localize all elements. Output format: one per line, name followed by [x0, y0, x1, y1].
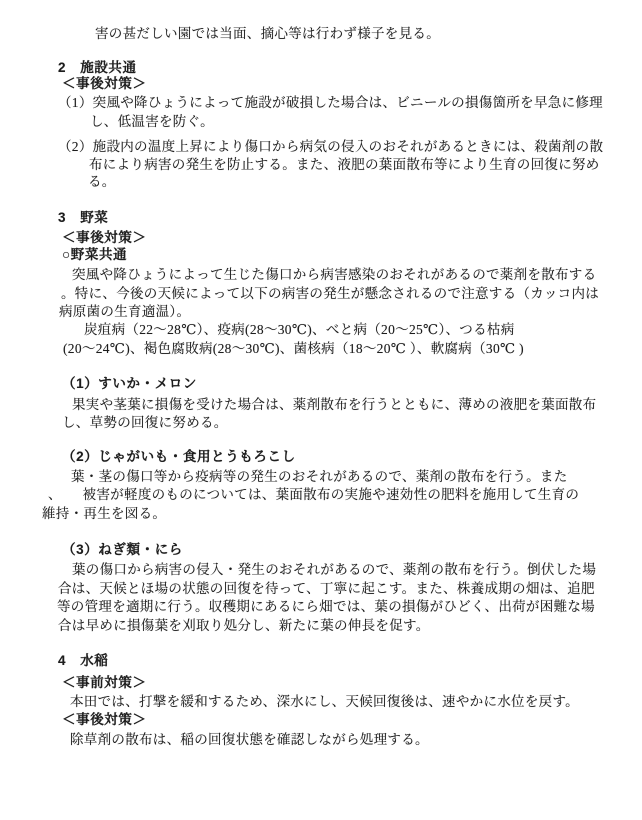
section2-item2-line1: （2）施設内の温度上昇により傷口から病気の侵入のおそれがあるときには、殺菌剤の散	[58, 139, 604, 154]
section4-post-line: 除草剤の散布は、稲の回復状態を確認しながら処理する。	[70, 732, 429, 747]
section2-subheading: ＜事後対策＞	[62, 76, 147, 91]
crop2-line3: 維持・再生を図る。	[42, 506, 167, 521]
section3-heading: 3 野菜	[58, 210, 109, 225]
section4-post-subheading: ＜事後対策＞	[62, 712, 147, 727]
crop2-line2: 、 被害が軽度のものについては、葉面散布の実施や速効性の肥料を施用して生育の	[48, 487, 580, 502]
crop3-line2: 合は、天候とほ場の状態の回復を待って、丁寧に起こす。また、株養成期の畑は、追肥	[58, 581, 595, 596]
disease-temp-line1: 炭疽病（22～28℃）、疫病(28～30℃)、べと病（20～25℃）、つる枯病	[84, 322, 515, 337]
section3-subheading: ＜事後対策＞	[62, 230, 147, 245]
section2-heading: 2 施設共通	[58, 60, 137, 75]
section2-item2-line2: 布により病害の発生を防止する。また、液肥の葉面散布等により生育の回復に努め	[89, 157, 600, 172]
section4-pre-line: 本田では、打撃を緩和するため、深水にし、天候回復後は、速やかに水位を戻す。	[70, 694, 579, 709]
section4-pre-subheading: ＜事前対策＞	[62, 675, 147, 690]
section2-item1-line1: （1）突風や降ひょうによって施設が破損した場合は、ビニールの損傷箇所を早急に修理	[58, 95, 603, 110]
section3-intro-line2: 。特に、今後の天候によって以下の病害の発生が懸念されるので注意する（カッコ内は	[61, 286, 600, 301]
crop2-line1: 葉・茎の傷口等から疫病等の発生のおそれがあるので、薬剤の散布を行う。また	[71, 469, 568, 484]
section4-heading: 4 水稲	[58, 653, 109, 668]
section3-intro-line3: 病原菌の生育適温）。	[59, 304, 191, 319]
crop1-line1: 果実や茎葉に損傷を受けた場合は、薬剤散布を行うとともに、薄めの液肥を葉面散布	[72, 397, 597, 412]
section2-item1-line2: し、低温害を防ぐ。	[90, 114, 214, 129]
section2-item2-line3: る。	[88, 174, 116, 189]
disease-temp-line2: (20～24℃)、褐色腐敗病(28～30℃)、菌核病（18～20℃ ）、軟腐病（30℃ )	[63, 341, 524, 356]
crop2-title: （2）じゃがいも・食用とうもろこし	[62, 449, 296, 464]
crop3-line1: 葉の傷口から病害の侵入・発生のおそれがあるので、薬剤の散布を行う。倒伏した場	[72, 562, 597, 577]
section3-group-label: ○野菜共通	[62, 247, 128, 262]
section3-intro-line1: 突風や降ひょうによって生じた傷口から病害感染のおそれがあるので薬剤を散布する	[72, 267, 597, 282]
crop1-title: （1）すいか・メロン	[62, 376, 198, 391]
crop3-line4: 合は早めに損傷葉を刈取り処分し、新たに葉の伸長を促す。	[58, 618, 430, 633]
continuation-line: 害の甚だしい園では当面、摘心等は行わず様子を見る。	[95, 26, 440, 41]
crop3-title: （3）ねぎ類・にら	[62, 542, 183, 557]
crop3-line3: 等の管理を適期に行う。収穫期にあるにら畑では、葉の損傷がひどく、出荷が困難な場	[57, 599, 595, 614]
crop1-line2: し、草勢の回復に努める。	[62, 415, 228, 430]
